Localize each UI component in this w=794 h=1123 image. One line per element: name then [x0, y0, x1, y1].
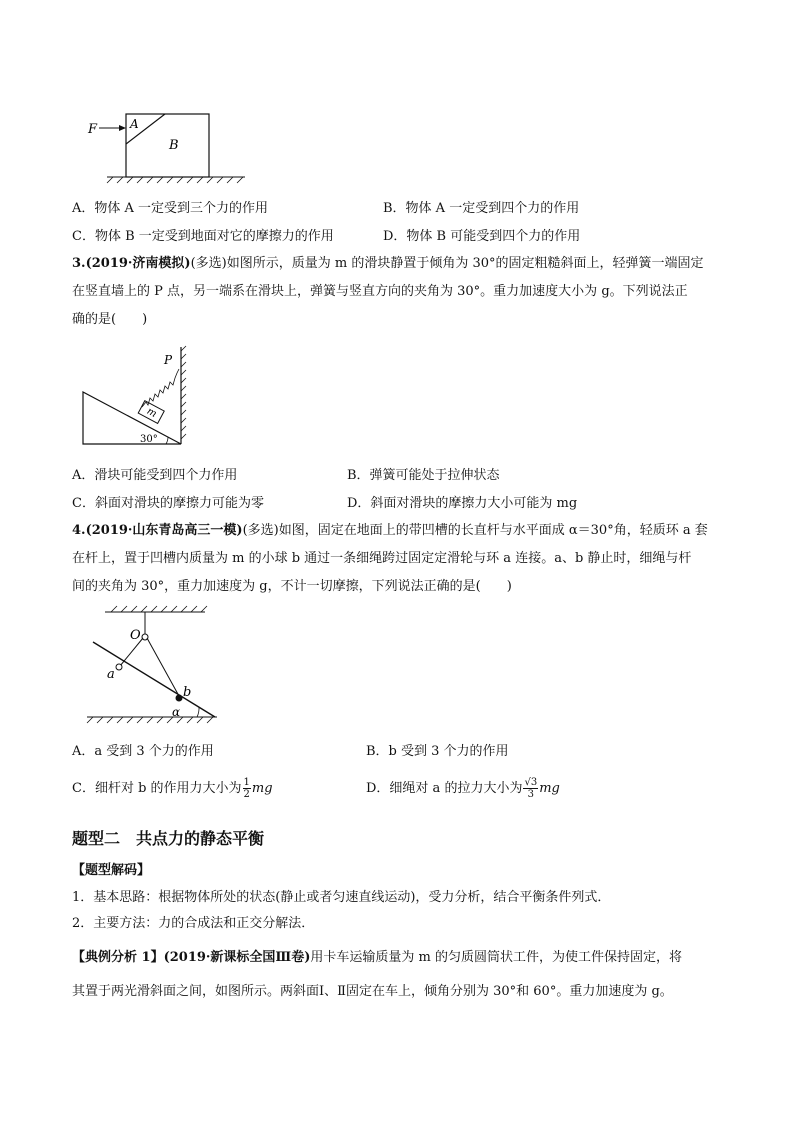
section-item-2: 2．主要方法：力的合成法和正交分解法． — [72, 916, 315, 931]
q4-line-3: 间的夹角为 30°，重力加速度为 g，不计一切摩擦，下列说法正确的是( ) — [72, 579, 512, 594]
q3-line-1 — [72, 255, 704, 273]
spring — [142, 369, 179, 407]
label-f: F — [88, 122, 98, 137]
q3-line-3: 确的是( ) — [72, 312, 148, 327]
ball-b — [176, 695, 183, 702]
q4-option-c-suffix: mg — [251, 781, 273, 796]
q4-number: 4. — [72, 523, 86, 538]
section-subhead: 【题型解码】 — [72, 863, 151, 878]
q4-line-2: 在杆上，置于凹槽内质量为 m 的小球 b 通过一条细绳跨过固定定滑轮与环 a 连接。a、b 静止时，细绳与杆 — [72, 551, 692, 566]
q3-line-2: 在竖直墙上的 P 点，另一端系在滑块上，弹簧与竖直方向的夹角为 30°。重力加速度大小为 g。下列说法正 — [72, 284, 688, 299]
fraction-root3-over-3 — [523, 777, 538, 800]
section-item-1: 1．基本思路：根据物体所处的状态(静止或者匀速直线运动)，受力分析，结合平衡条件列式． — [72, 890, 611, 905]
q3-option-c: C．斜面对滑块的摩擦力可能为零 — [72, 496, 264, 511]
figure-incline-spring — [80, 345, 210, 445]
label-p: P — [164, 353, 173, 367]
example-line-1 — [72, 949, 682, 967]
label-30-deg: 30° — [140, 434, 158, 445]
q2-option-b: B．物体 A 一定受到四个力的作用 — [383, 201, 580, 216]
label-m: m — [144, 405, 159, 420]
q4-source: (2019·山东青岛高三一模) — [85, 523, 243, 538]
q4-stem-1: (多选)如图，固定在地面上的带凹槽的长直杆与水平面成 α＝30°角，轻质环 a 套 — [242, 523, 708, 538]
figure-blocks-ab — [85, 112, 245, 182]
label-alpha: α — [172, 705, 181, 719]
fraction-half-den: 2 — [243, 789, 250, 800]
q4-option-d — [366, 774, 560, 804]
label-a: A — [130, 117, 139, 131]
q4-option-b: B．b 受到 3 个力的作用 — [366, 744, 509, 759]
figure-rod-pulley — [85, 605, 235, 725]
fraction-half — [243, 777, 251, 800]
ring-a — [116, 664, 122, 670]
fraction-root3-num: √3 — [524, 777, 538, 788]
q2-option-d: D．物体 B 可能受到四个力的作用 — [383, 229, 581, 244]
label-o: O — [130, 628, 141, 643]
example-text-1: 用卡车运输质量为 m 的匀质圆筒状工件，为使工件保持固定，将 — [310, 950, 683, 965]
fraction-half-num: 1 — [243, 777, 250, 788]
q4-option-d-prefix: D．细绳对 a 的拉力大小为 — [366, 781, 523, 796]
q3-option-b: B．弹簧可能处于拉伸状态 — [347, 468, 500, 483]
example-label: 【典例分析 1】 — [72, 950, 164, 965]
label-b-ball: b — [183, 685, 192, 700]
incline-triangle — [83, 392, 181, 444]
rope-ob — [147, 638, 179, 696]
label-b: B — [169, 138, 179, 153]
q2-option-a: A．物体 A 一定受到三个力的作用 — [72, 201, 269, 216]
q2-option-c: C．物体 B 一定受到地面对它的摩擦力的作用 — [72, 229, 334, 244]
q4-line-1 — [72, 522, 708, 540]
section-title: 题型二 共点力的静态平衡 — [72, 829, 265, 848]
q4-option-a: A．a 受到 3 个力的作用 — [72, 744, 214, 759]
q3-number: 3. — [72, 256, 86, 271]
example-line-2: 其置于两光滑斜面之间，如图所示。两斜面Ⅰ、Ⅱ固定在车上，倾角分别为 30°和 60°。重力加速度为 g。 — [72, 984, 673, 999]
label-a-ring: a — [107, 667, 115, 682]
q3-option-d: D．斜面对滑块的摩擦力大小可能为 mg — [347, 496, 578, 511]
q4-option-d-suffix: mg — [539, 781, 560, 796]
q4-option-c-prefix: C．细杆对 b 的作用力大小为 — [72, 781, 242, 796]
q3-stem-1: (多选)如图所示，质量为 m 的滑块静置于倾角为 30°的固定粗糙斜面上，轻弹簧一端固定 — [190, 256, 704, 271]
slider-block — [138, 401, 164, 424]
example-source: (2019·新课标全国Ⅲ卷) — [163, 950, 311, 965]
q3-option-a: A．滑块可能受到四个力作用 — [72, 468, 238, 483]
q4-option-c — [72, 774, 273, 804]
q3-source: (2019·济南模拟) — [85, 256, 191, 271]
fraction-root3-den: 3 — [527, 789, 534, 800]
